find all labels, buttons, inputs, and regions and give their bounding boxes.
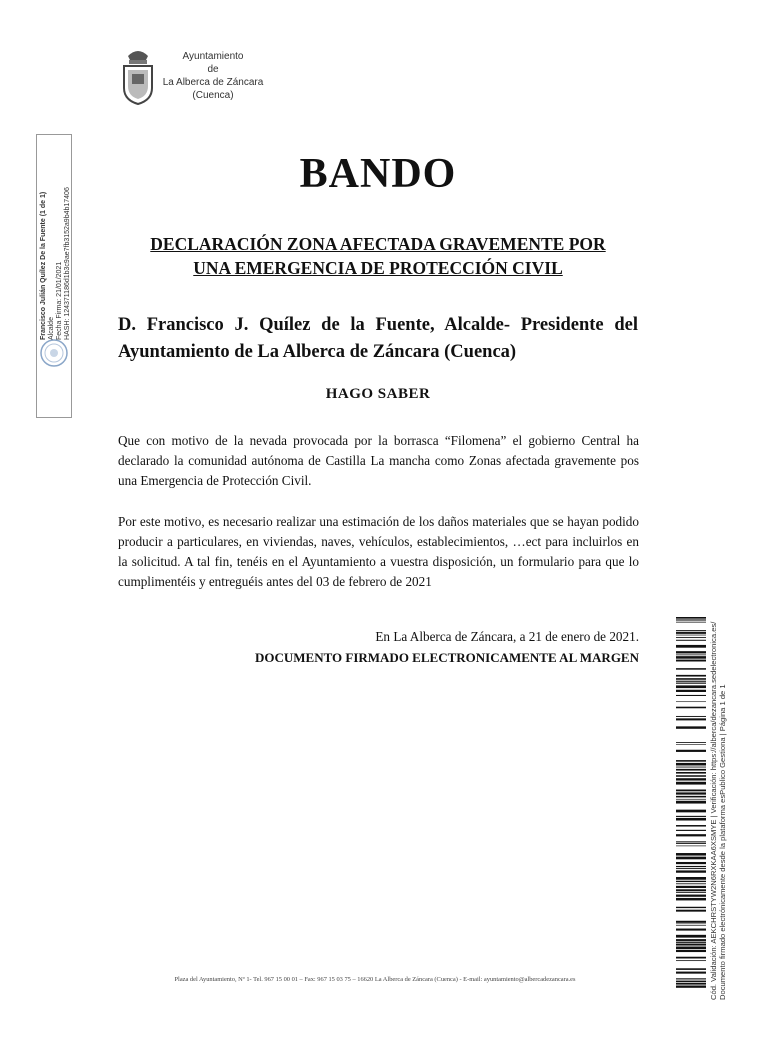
barcode-bar: [676, 810, 706, 813]
barcode-bar: [676, 683, 706, 684]
coat-of-arms-icon: [120, 44, 156, 106]
barcode-bar: [676, 617, 706, 619]
municipality-line: (Cuenca): [192, 90, 234, 101]
signer-name: Francisco Julián Quílez De la Fuente (1 de 1): [40, 191, 47, 340]
barcode-bar: [676, 716, 706, 717]
barcode-bar: [676, 939, 706, 941]
barcode-bar: [676, 883, 706, 884]
page-footer: Plaza del Ayuntamiento, Nº 1- Tel. 967 15 00 01 – Fax: 967 15 03 75 – 16620 La Alberca de Záncara (Cuenca) - E-mail: ayuntamiento@albercadezancara.es: [174, 976, 576, 983]
signer-role: Alcalde: [48, 317, 55, 340]
barcode-bar: [676, 718, 706, 720]
barcode-bar: [676, 651, 706, 653]
barcode-bar: [676, 853, 706, 856]
signature-date: Fecha Firma: 21/01/2021: [56, 261, 63, 340]
barcode-bar: [676, 929, 706, 931]
barcode-bar: [676, 892, 706, 893]
barcode-bar: [676, 907, 706, 908]
barcode-bar: [676, 881, 706, 882]
barcode-bar: [676, 870, 706, 872]
barcode-bar: [676, 910, 706, 912]
barcode-bar: [676, 983, 706, 985]
municipality-name: [158, 50, 268, 102]
page-title: BANDO: [299, 151, 457, 197]
barcode-bar: [676, 622, 706, 623]
barcode-bar: [676, 866, 706, 867]
barcode-bar: [676, 790, 706, 792]
barcode-bar: [676, 792, 706, 794]
barcode-bar: [676, 742, 706, 743]
place-and-date: En La Alberca de Záncara, a 21 de enero de 2021.: [375, 629, 639, 644]
signature-details: [40, 140, 72, 340]
municipality-line: de: [207, 64, 219, 75]
barcode-bar: [676, 825, 706, 827]
barcode-bar: [676, 978, 706, 979]
barcode-bar: [676, 635, 706, 636]
barcode-bar: [676, 695, 706, 696]
barcode-bar: [676, 960, 706, 961]
barcode-bar: [676, 925, 706, 926]
barcode-bar: [676, 619, 706, 620]
barcode-bar: [676, 656, 706, 659]
barcode-bar: [676, 685, 706, 688]
barcode-bar: [676, 767, 706, 768]
barcode-bar: [676, 942, 706, 943]
barcode-bar: [676, 701, 706, 702]
barcode-bar: [676, 799, 706, 800]
barcode-bar: [676, 637, 706, 638]
barcode-bar: [676, 950, 706, 952]
barcode-bar: [676, 726, 706, 728]
barcode-bar: [676, 895, 706, 897]
barcode-bar: [676, 944, 706, 946]
barcode-bar: [676, 668, 706, 670]
barcode-bar: [676, 877, 706, 880]
verification-line: Documento firmado electrónicamente desde la plataforma esPublico Gestiona | Página 1 de 1: [718, 684, 727, 1000]
barcode-bar: [676, 750, 706, 752]
barcode-bar: [676, 660, 706, 662]
barcode-bar: [676, 744, 706, 745]
municipality-line: Ayuntamiento: [182, 51, 244, 62]
barcode-bar: [676, 645, 706, 648]
barcode-bar: [676, 707, 706, 709]
barcode-bar: [676, 957, 706, 959]
paragraph-instructions: Por este motivo, es necesario realizar una estimación de los daños materiales que se hayan podido producir a particulares, en viviendas, naves, vehículos, establecimientos, …ect para incluirlos en la solicitud. A tal fin, tenéis en el Ayuntamiento a vuestra disposición, un formulario para que lo cumplimentéis y entreguéis antes del 03 de febrero de 2021: [118, 514, 639, 589]
barcode-bar: [676, 985, 706, 987]
barcode-bar: [676, 801, 706, 804]
barcode-bar: [676, 690, 706, 692]
barcode-bar: [676, 772, 706, 774]
barcode-bar: [676, 886, 706, 888]
barcode-bar: [676, 981, 706, 983]
barcode-bar: [676, 681, 706, 682]
barcode-bar: [676, 972, 706, 974]
paragraph-announcement: Que con motivo de la nevada provocada por la borrasca “Filomena” el gobierno Central ha declarado la comunidad autónoma de Castilla La mancha como Zonas afectada gravemente pos una Emergencia de Protección Civil.: [118, 433, 639, 488]
signed-note: DOCUMENTO FIRMADO ELECTRONICAMENTE AL MARGEN: [254, 650, 639, 665]
barcode-bar: [676, 924, 706, 925]
barcode-bar: [676, 678, 706, 680]
barcode-bar: [676, 796, 706, 798]
barcode-bar: [676, 763, 706, 766]
barcode-bar: [676, 775, 706, 777]
barcode-bar: [676, 947, 706, 950]
barcode-bar: [676, 921, 706, 923]
barcode-bar: [676, 935, 706, 938]
barcode-bar: [676, 868, 706, 869]
barcode-bar: [676, 834, 706, 836]
barcode-bar: [676, 769, 706, 771]
barcode-bar: [676, 841, 706, 842]
barcode-bar: [676, 630, 706, 631]
barcode-icon: [676, 617, 706, 999]
subtitle-line: DECLARACIÓN ZONA AFECTADA GRAVEMENTE POR: [150, 234, 606, 254]
signature-hash: HASH: 124371186d1b3c9ae7fb3152a9b4b17406: [64, 187, 71, 340]
barcode-bar: [676, 778, 706, 780]
barcode-bar: [676, 898, 706, 901]
barcode-bar: [676, 760, 706, 762]
barcode-bar: [676, 843, 706, 844]
barcode-bar: [676, 816, 706, 817]
barcode-bar: [676, 889, 706, 891]
barcode-bar: [676, 782, 706, 785]
document-subtitle: [118, 232, 638, 280]
municipality-line: La Alberca de Záncara: [162, 77, 264, 88]
barcode-bar: [676, 857, 706, 860]
barcode-bar: [676, 675, 706, 677]
verification-line: Cód. Validación: AEKCHRSTYW2N6RXKAA6XSMYE | Verificación: https://alberca/dezancara.sedelectronica.es/: [709, 621, 718, 1000]
seal-icon: [39, 338, 69, 368]
municipality-logo: [120, 44, 270, 110]
barcode-bar: [676, 968, 706, 970]
subtitle-line: UNA EMERGENCIA DE PROTECCIÓN CIVIL: [193, 258, 563, 278]
barcode-bar: [676, 846, 706, 847]
barcode-bar: [676, 830, 706, 831]
hago-saber-heading: HAGO SABER: [325, 386, 431, 402]
verification-text: [709, 622, 727, 1000]
barcode-bar: [676, 862, 706, 864]
barcode-bar: [676, 818, 706, 821]
barcode-bar: [676, 632, 706, 634]
barcode-bar: [676, 654, 706, 655]
barcode-bar: [676, 640, 706, 641]
issuer-statement: D. Francisco J. Quílez de la Fuente, Alcalde- Presidente del Ayuntamiento de La Alberca de Záncara (Cuenca): [118, 315, 638, 362]
